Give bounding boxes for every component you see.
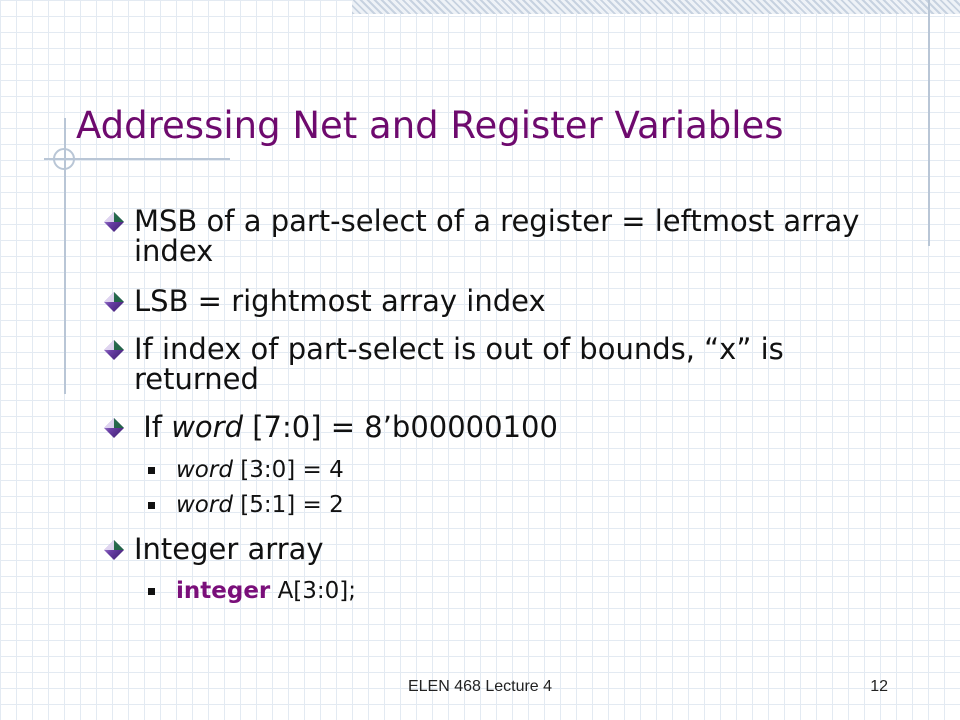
sub-bullet-suffix: [5:1] = 2 — [232, 492, 344, 518]
bullet-text: If index of part-select is out of bounds, “x” is returned — [134, 332, 784, 396]
bullet-text: MSB of a part-select of a register = leftmost array index — [134, 204, 860, 268]
footer-lecture-label: ELEN 468 Lecture 4 — [407, 678, 553, 695]
sub-bullet-suffix: [3:0] = 4 — [232, 457, 344, 483]
sub-bullet-italic: word — [176, 457, 233, 483]
bullet-item — [134, 412, 894, 442]
bullet-text-suffix: [7:0] = 8’b00000100 — [243, 410, 558, 444]
sub-bullet-suffix: A[3:0]; — [270, 578, 357, 604]
sub-bullet-item — [176, 457, 876, 483]
diamond-bullet-icon — [104, 340, 124, 360]
footer-page-number: 12 — [870, 678, 888, 695]
diamond-bullet-icon — [104, 212, 124, 232]
square-bullet-icon — [148, 467, 155, 474]
square-bullet-icon — [148, 588, 155, 595]
bullet-text-prefix: If — [134, 410, 172, 444]
sub-bullet-item — [176, 492, 876, 518]
sub-bullet-keyword: integer — [176, 578, 271, 604]
diamond-bullet-icon — [104, 418, 124, 438]
square-bullet-icon — [148, 502, 155, 509]
sub-bullet-item — [176, 578, 876, 604]
bullet-item — [134, 534, 894, 564]
bullet-text: Integer array — [134, 532, 324, 566]
diamond-bullet-icon — [104, 540, 124, 560]
diamond-bullet-icon — [104, 292, 124, 312]
sub-bullet-italic: word — [176, 492, 233, 518]
bullet-text: LSB = rightmost array index — [134, 284, 546, 318]
slide-title: Addressing Net and Register Variables — [76, 104, 784, 147]
bullet-item — [134, 286, 894, 316]
bullet-text-italic: word — [171, 410, 243, 444]
bullet-item — [134, 334, 894, 394]
bullet-item — [134, 206, 894, 266]
